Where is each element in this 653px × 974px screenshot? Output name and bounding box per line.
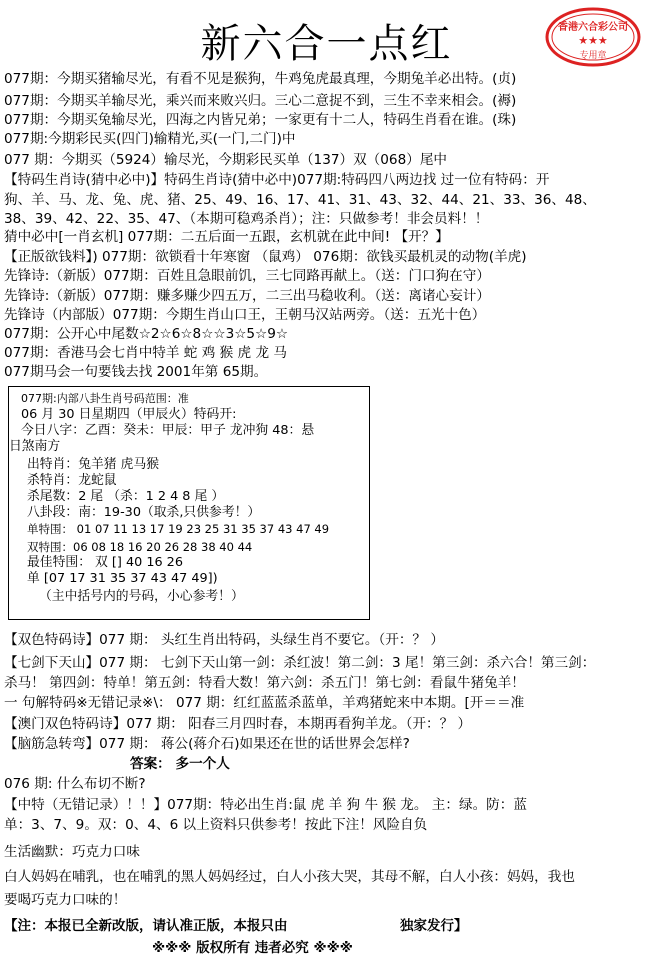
prediction-line: 杀马！ 第四剑：特单！第五剑：特看大数！第六剑：杀五门！第七剑：看鼠牛猪兔羊！ <box>4 675 525 691</box>
prediction-line: 先锋诗（内部版）077期：今期生肖山口王，王朝马汉站两旁。（送：五光十色） <box>4 307 486 323</box>
box-line: 06 月 30 日星期四（甲辰火）特码开: <box>21 407 237 422</box>
box-line: 日煞南方 <box>9 439 61 454</box>
box-line: 077期:内部八卦生肖号码范围：准 <box>21 392 189 405</box>
svg-text:香港六合彩公司: 香港六合彩公司 <box>558 22 628 33</box>
notice-right: 独家发行】 <box>400 918 468 934</box>
prediction-line: 猜中必中[一肖玄机] 077期：二五后面一五跟，玄机就在此中间! 【开？】 <box>4 229 449 245</box>
prediction-line: 【澳门双色特码诗】077 期： 阳春三月四时春，本期再看狗羊龙。（开：？ ） <box>4 716 472 732</box>
notice-left: 【注：本报已全新改版，请认准正版，本报只由 <box>4 918 288 934</box>
bagua-box <box>8 386 370 620</box>
prediction-line: 077 期：今期买（5924）输尽光，今期彩民买单（137）双（068）尾中 <box>4 152 448 168</box>
box-line: 单 [07 17 31 35 37 43 47 49]) <box>27 571 218 586</box>
box-line: （主中括号内的号码，小心参考！） <box>39 589 244 604</box>
prediction-line: 【脑筋急转弯】077 期： 蒋公(蒋介石)如果还在世的话世界会怎样? <box>4 736 410 752</box>
prediction-line: 38、39、42、22、35、47、（本期可稳鸡杀肖）；注：只做参考！非会员料！！ <box>4 211 489 227</box>
svg-text:★★★: ★★★ <box>578 34 608 47</box>
prediction-line: 先锋诗:（新版）077期：百姓且急眼前饥，三七同路再献上。（送：门口狗在守） <box>4 268 490 284</box>
prediction-line: 先锋诗:（新版）077期：赚多赚少四五万，二三出马稳收利。（送：离诸心妄计） <box>4 288 490 304</box>
svg-text:专用章: 专用章 <box>579 51 607 61</box>
box-line: 最佳特围： 双 [] 40 16 26 <box>27 555 183 570</box>
box-line: 单特围： 01 07 11 13 17 19 23 25 31 35 37 43 47 49 <box>27 522 330 536</box>
box-line: 今日八字：乙酉：癸未：甲辰：甲子 龙冲狗 48：悬 <box>21 423 315 438</box>
humor-text: 白人妈妈在哺乳，也在哺乳的黑人妈妈经过，白人小孩大哭，其母不解，白人小孩：妈妈，我也 <box>4 869 575 885</box>
prediction-line: 【中特（无错记录）！！】077期：特必出生肖:鼠 虎 羊 狗 牛 猴 龙。 主：绿。防：蓝 <box>4 797 527 813</box>
box-line: 出特肖：兔羊猪 虎马猴 <box>27 457 160 472</box>
box-line: 杀尾数：2 尾 （杀：1 2 4 8 尾 ） <box>27 489 225 504</box>
prediction-line: 【特码生肖诗(猜中必中)】特码生肖诗(猜中必中)077期:特码四八两边找 过一位有特码：开 <box>4 172 550 188</box>
riddle-answer: 答案： 多一个人 <box>130 756 230 772</box>
page-title: 新六合一点红 <box>200 21 453 67</box>
prediction-line: 077期：今期买猪输尽光，有看不见是猴狗，牛鸡兔虎最真理，今期兔羊必出特。(贞) <box>4 71 517 87</box>
prediction-line: 077期：公开心中尾数☆2☆6☆8☆☆3☆5☆9☆ <box>4 326 289 342</box>
prediction-line: 单：3、7、9。双：0、4、6 以上资料只供参考！按此下注！风险自负 <box>4 817 428 833</box>
prediction-line: 077期：今期买兔输尽光，四海之内皆兄弟；一家更有十二人，特码生肖看在谁。(珠) <box>4 112 517 128</box>
copyright: ※※※ 版权所有 违者必究 ※※※ <box>152 940 353 956</box>
prediction-line: 狗、羊、马、龙、兔、虎、猪、25、49、16、17、41、31、43、32、44、21、33、36、48、 <box>4 192 596 208</box>
prediction-line: 077期:今期彩民买(四门)输精光,买(一门,二门)中 <box>4 131 296 147</box>
prediction-line: 一 句解特码※无错记录※\： 077 期：红红蓝蓝杀蓝单，羊鸡猪蛇来中本期。[开＝＝准 <box>4 695 525 711</box>
prediction-line: 077期：今期买羊输尽光，乘兴而来败兴归。三心二意捉不到，三生不幸来相会。(褥) <box>4 93 517 109</box>
box-line: 八卦段：南：19-30（取杀,只供参考！） <box>27 505 261 520</box>
prediction-line: 【双色特码诗】077 期： 头红生肖出特码，头绿生肖不要它。（开：？ ） <box>4 632 444 648</box>
prediction-line: 077期：香港马会七肖中特羊 蛇 鸡 猴 虎 龙 马 <box>4 345 287 361</box>
company-seal-icon <box>544 6 642 68</box>
box-line: 双特围：06 08 18 16 20 26 28 38 40 44 <box>27 540 253 554</box>
prediction-line: 076 期: 什么布切不断? <box>4 776 146 792</box>
humor-text: 要喝巧克力口味的！ <box>4 892 127 908</box>
humor-title: 生活幽默：巧克力口味 <box>4 844 140 860</box>
prediction-line: 077期马会一句要钱去找 2001年第 65期。 <box>4 364 268 380</box>
prediction-line: 【七剑下天山】077 期： 七剑下天山第一剑：杀红波！第二剑：3 尾！第三剑：杀六合！第三剑： <box>4 655 596 671</box>
prediction-line: 【正版欲钱料】) 077期：欲锁看十年寒窗 （鼠鸡） 076期：欲钱买最机灵的动物(羊虎) <box>4 249 527 265</box>
box-line: 杀特肖：龙蛇鼠 <box>27 473 117 488</box>
